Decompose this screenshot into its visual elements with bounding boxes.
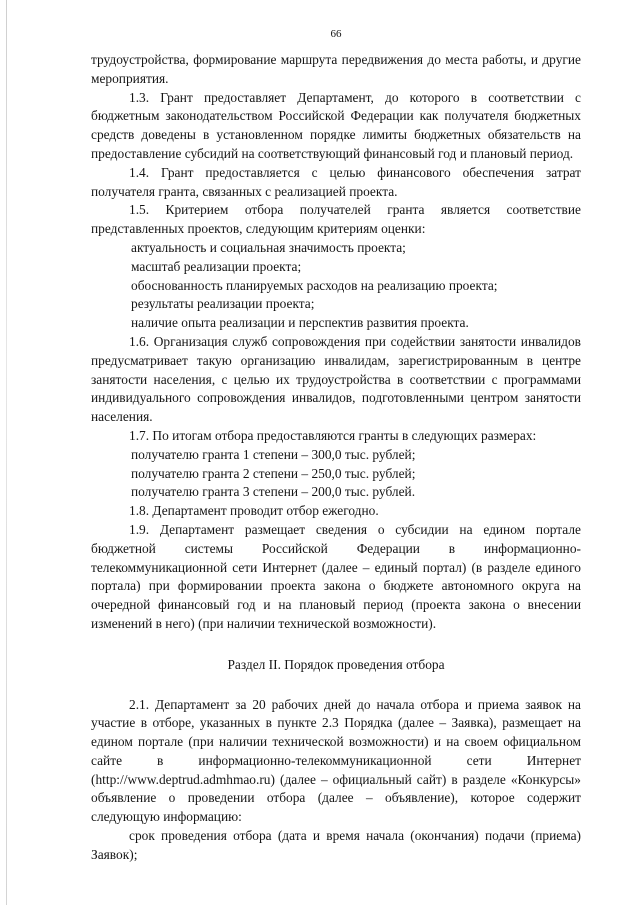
list-item: обоснованность планируемых расходов на реализацию проекта; bbox=[131, 277, 498, 293]
paragraph: 1.8. Департамент проводит отбор ежегодно. bbox=[129, 503, 379, 519]
paragraph: 1.9. Департамент размещает сведения о субсидии на едином портале бюджетной системы Российской Федерации в информационно-телекоммуникационной сети Интернет (далее – единый портал) (в разделе единого портала) при формировании проекта закона о бюджете автономного округа на очередной финансовый год и на плановый период (проекта закона о внесении изменений в него) (при наличии технической возможности). bbox=[91, 521, 581, 631]
list-item: масштаб реализации проекта; bbox=[131, 258, 302, 274]
list-item: наличие опыта реализации и перспектив развития проекта. bbox=[131, 315, 469, 331]
paragraph: трудоустройства, формирование маршрута передвижения до места работы, и другие мероприятия. bbox=[91, 52, 581, 86]
paragraph: 1.7. По итогам отбора предоставляются гранты в следующих размерах: bbox=[129, 427, 537, 443]
document-page bbox=[91, 28, 581, 865]
paragraph: 1.5. Критерием отбора получателей гранта является соответствие представленных проектов, следующим критериям оценки: bbox=[91, 202, 581, 237]
paragraph: 1.6. Организация служб сопровождения при содействии занятости инвалидов предусматривает такую организацию инвалидам, зарегистрированным в центре занятости населения, с целью их трудоустройства в соответствии с программами индивидуального сопровождения инвалидов, подготовленными центром занятости населения. bbox=[91, 333, 581, 425]
paragraph: 2.1. Департамент за 20 рабочих дней до начала отбора и приема заявок на участие в отборе, указанных в пункте 2.3 Порядка (далее – Заявка), размещает на едином портале (при наличии технической возможности) и на своем официальном сайте в информационно-телекоммуникационной сети Интернет (http://www.deptrud.admhmao.ru) (далее – официальный сайт) в разделе «Конкурсы» объявление о проведении отбора (далее – объявление), которое содержит следующую информацию: bbox=[91, 696, 581, 825]
list-item: получателю гранта 3 степени – 200,0 тыс. рублей. bbox=[131, 484, 416, 500]
page-number: 66 bbox=[330, 28, 342, 40]
body-text-part-2 bbox=[91, 696, 581, 865]
paragraph: 1.3. Грант предоставляет Департамент, до которого в соответствии с бюджетным законодательством Российской Федерации как получателя бюджетных средств доведены в установленном порядке лимиты бюджетных обязательств на предоставление субсидий на соответствующий финансовый год и плановый период. bbox=[91, 89, 581, 161]
list-item: актуальность и социальная значимость проекта; bbox=[131, 239, 406, 255]
section-title: Раздел II. Порядок проведения отбора bbox=[227, 656, 445, 672]
body-text-part-1 bbox=[91, 51, 581, 634]
list-item: получателю гранта 1 степени – 300,0 тыс. рублей; bbox=[131, 446, 416, 462]
paragraph: 1.4. Грант предоставляется с целью финансового обеспечения затрат получателя гранта, связанных с реализацией проекта. bbox=[91, 164, 581, 199]
list-item: результаты реализации проекта; bbox=[131, 296, 315, 312]
scan-edge-shadow bbox=[6, 0, 7, 905]
list-item: получателю гранта 2 степени – 250,0 тыс. рублей; bbox=[131, 465, 416, 481]
paragraph: срок проведения отбора (дата и время начала (окончания) подачи (приема) Заявок); bbox=[91, 828, 581, 862]
